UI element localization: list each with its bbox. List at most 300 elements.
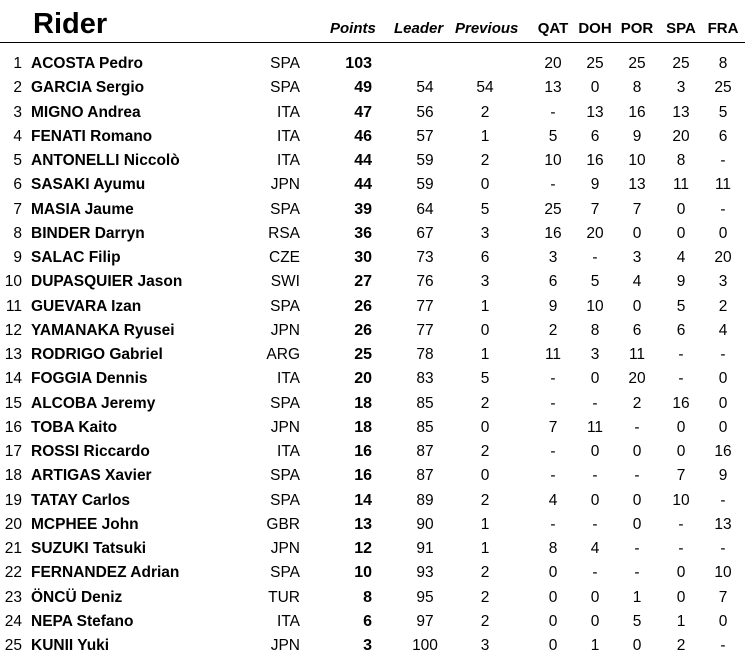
rider-position: 15 bbox=[4, 394, 22, 412]
rider-name: MCPHEE John bbox=[31, 515, 139, 533]
rider-position: 11 bbox=[5, 297, 22, 315]
table-row bbox=[0, 198, 745, 222]
table-row bbox=[0, 125, 745, 149]
rider-name: ACOSTA Pedro bbox=[31, 55, 143, 72]
race-points-3: 3 bbox=[632, 249, 642, 266]
race-points-1: 0 bbox=[548, 588, 558, 606]
race-points-1: 16 bbox=[544, 224, 562, 242]
race-points-3: 0 bbox=[632, 637, 642, 654]
gap-to-previous: 0 bbox=[480, 176, 490, 194]
race-points-4: 11 bbox=[672, 176, 690, 194]
race-points-4: 5 bbox=[676, 297, 686, 315]
race-points-5: - bbox=[720, 346, 726, 363]
race-points-1: 6 bbox=[548, 273, 558, 291]
race-points-3: 8 bbox=[632, 79, 642, 97]
race-points-3: 4 bbox=[632, 273, 642, 291]
race-header-1: QAT bbox=[537, 20, 569, 37]
table-row bbox=[0, 52, 745, 76]
rider-points: 46 bbox=[354, 127, 372, 145]
rider-position: 14 bbox=[4, 370, 22, 388]
rider-points: 8 bbox=[363, 588, 372, 606]
gap-to-leader: 76 bbox=[416, 273, 434, 291]
rider-name: YAMANAKA Ryusei bbox=[31, 321, 175, 339]
rider-position: 9 bbox=[13, 249, 22, 266]
rider-nation: SPA bbox=[270, 55, 300, 72]
rider-points: 6 bbox=[363, 612, 372, 630]
gap-to-previous: 3 bbox=[480, 273, 490, 291]
rider-points: 12 bbox=[354, 540, 372, 557]
race-points-1: - bbox=[550, 370, 556, 388]
rider-name: FERNANDEZ Adrian bbox=[31, 564, 180, 582]
table-row bbox=[0, 464, 745, 488]
header-divider bbox=[0, 42, 745, 43]
gap-to-previous: 5 bbox=[480, 200, 490, 218]
race-points-5: - bbox=[720, 152, 726, 169]
race-points-4: 9 bbox=[676, 273, 686, 291]
race-points-2: 3 bbox=[590, 346, 600, 363]
gap-to-previous: 2 bbox=[480, 564, 490, 582]
gap-to-previous: 2 bbox=[480, 588, 490, 606]
race-points-1: 7 bbox=[548, 418, 558, 436]
rider-name: NEPA Stefano bbox=[31, 612, 134, 630]
race-points-3: 16 bbox=[628, 103, 646, 121]
race-points-5: 11 bbox=[714, 176, 732, 194]
race-points-4: 8 bbox=[676, 152, 686, 169]
gap-to-previous: 0 bbox=[480, 321, 490, 339]
race-points-5: 8 bbox=[718, 55, 728, 72]
race-points-2: 0 bbox=[590, 491, 600, 509]
race-points-3: 25 bbox=[628, 55, 646, 72]
table-row bbox=[0, 416, 745, 440]
race-points-4: 13 bbox=[672, 103, 690, 121]
rider-name: GARCIA Sergio bbox=[31, 79, 145, 97]
rider-nation: SWI bbox=[270, 273, 300, 291]
gap-to-leader: 56 bbox=[416, 103, 434, 121]
race-points-1: - bbox=[550, 515, 556, 533]
gap-to-previous: 54 bbox=[476, 79, 494, 97]
race-points-5: 20 bbox=[714, 249, 732, 266]
gap-to-previous: 1 bbox=[480, 127, 490, 145]
gap-to-previous: 0 bbox=[480, 418, 490, 436]
race-points-3: - bbox=[634, 564, 640, 582]
race-points-4: 16 bbox=[672, 394, 690, 412]
rider-points: 27 bbox=[354, 273, 372, 291]
rider-nation: ARG bbox=[266, 346, 300, 363]
rider-position: 18 bbox=[4, 467, 22, 485]
race-header-3: POR bbox=[620, 20, 654, 37]
race-points-2: 9 bbox=[590, 176, 600, 194]
gap-to-previous: 2 bbox=[480, 443, 490, 460]
rider-nation: SPA bbox=[270, 394, 300, 412]
rider-name: RODRIGO Gabriel bbox=[31, 346, 163, 363]
rider-name: SASAKI Ayumu bbox=[31, 176, 146, 194]
rider-points: 18 bbox=[354, 418, 372, 436]
race-points-1: 20 bbox=[544, 55, 562, 72]
race-points-3: 13 bbox=[628, 176, 646, 194]
rider-position: 23 bbox=[4, 588, 22, 606]
rider-column-title: Rider bbox=[33, 8, 108, 40]
race-points-4: - bbox=[678, 540, 684, 557]
race-points-2: 0 bbox=[590, 443, 600, 460]
gap-to-previous: 3 bbox=[480, 224, 490, 242]
rider-nation: TUR bbox=[268, 588, 300, 606]
rider-points: 26 bbox=[354, 321, 372, 339]
rider-position: 13 bbox=[4, 346, 22, 363]
rider-position: 7 bbox=[13, 200, 22, 218]
race-points-4: 0 bbox=[676, 418, 686, 436]
rider-points: 16 bbox=[354, 443, 372, 460]
rider-nation: SPA bbox=[270, 564, 300, 582]
race-header-2: DOH bbox=[578, 20, 612, 37]
gap-to-leader: 59 bbox=[416, 152, 434, 169]
race-points-5: 0 bbox=[718, 394, 728, 412]
race-points-5: 0 bbox=[718, 370, 728, 388]
gap-to-leader: 90 bbox=[416, 515, 434, 533]
race-points-4: 25 bbox=[672, 55, 690, 72]
race-points-5: 6 bbox=[718, 127, 728, 145]
race-points-4: 0 bbox=[676, 443, 686, 460]
table-row bbox=[0, 586, 745, 610]
rider-points: 103 bbox=[345, 55, 372, 72]
race-points-2: 5 bbox=[590, 273, 600, 291]
race-points-2: 0 bbox=[590, 370, 600, 388]
rider-points: 49 bbox=[354, 79, 372, 97]
race-points-2: 16 bbox=[586, 152, 604, 169]
table-row bbox=[0, 343, 745, 367]
race-points-3: 5 bbox=[632, 612, 642, 630]
race-points-1: 0 bbox=[548, 612, 558, 630]
rider-position: 4 bbox=[13, 127, 22, 145]
gap-to-leader: 87 bbox=[416, 443, 434, 460]
rider-nation: SPA bbox=[270, 79, 300, 97]
race-header-5: FRA bbox=[707, 20, 739, 37]
gap-to-previous: 3 bbox=[480, 637, 490, 654]
race-points-4: 1 bbox=[676, 612, 686, 630]
gap-to-leader: 85 bbox=[416, 394, 434, 412]
race-points-2: 0 bbox=[590, 612, 600, 630]
rider-position: 8 bbox=[13, 224, 22, 242]
gap-to-leader: 100 bbox=[412, 637, 438, 654]
gap-to-leader: 64 bbox=[416, 200, 434, 218]
race-points-5: 4 bbox=[718, 321, 728, 339]
race-points-5: 25 bbox=[714, 79, 732, 97]
gap-to-previous: 2 bbox=[480, 152, 490, 169]
race-points-3: 0 bbox=[632, 443, 642, 460]
race-points-4: 3 bbox=[676, 79, 686, 97]
race-points-5: - bbox=[720, 491, 726, 509]
table-row bbox=[0, 222, 745, 246]
rider-nation: JPN bbox=[270, 418, 300, 436]
race-points-1: 5 bbox=[548, 127, 558, 145]
table-row bbox=[0, 634, 745, 658]
race-points-2: 0 bbox=[590, 588, 600, 606]
race-points-5: 0 bbox=[718, 418, 728, 436]
table-row bbox=[0, 489, 745, 513]
rider-name: ROSSI Riccardo bbox=[31, 443, 150, 460]
rider-points: 44 bbox=[354, 176, 372, 194]
leader-header: Leader bbox=[394, 20, 444, 37]
rider-position: 3 bbox=[13, 103, 22, 121]
gap-to-leader: 87 bbox=[416, 467, 434, 485]
previous-header: Previous bbox=[455, 20, 519, 37]
gap-to-leader: 97 bbox=[416, 612, 434, 630]
rider-name: DUPASQUIER Jason bbox=[31, 273, 183, 291]
rider-nation: SPA bbox=[270, 297, 300, 315]
gap-to-previous: 2 bbox=[480, 612, 490, 630]
race-points-5: 7 bbox=[718, 588, 728, 606]
race-points-4: 7 bbox=[676, 467, 686, 485]
rider-nation: ITA bbox=[277, 152, 300, 169]
rider-position: 1 bbox=[13, 55, 22, 72]
race-points-5: 3 bbox=[718, 273, 728, 291]
gap-to-leader: 73 bbox=[416, 249, 434, 266]
race-points-5: 5 bbox=[718, 103, 728, 121]
race-points-3: 7 bbox=[632, 200, 642, 218]
race-header-4: SPA bbox=[666, 20, 696, 37]
rider-points: 13 bbox=[354, 515, 372, 533]
table-row bbox=[0, 101, 745, 125]
table-row bbox=[0, 561, 745, 585]
rider-points: 20 bbox=[354, 370, 372, 388]
rider-nation: JPN bbox=[270, 637, 300, 654]
gap-to-previous: 5 bbox=[480, 370, 490, 388]
rider-points: 26 bbox=[354, 297, 372, 315]
race-points-2: 13 bbox=[586, 103, 604, 121]
rider-position: 12 bbox=[4, 321, 22, 339]
rider-points: 10 bbox=[354, 564, 372, 582]
gap-to-previous: 1 bbox=[480, 297, 490, 315]
race-points-3: - bbox=[634, 467, 640, 485]
rider-points: 18 bbox=[354, 394, 372, 412]
rider-name: SUZUKI Tatsuki bbox=[31, 540, 147, 557]
race-points-3: 20 bbox=[628, 370, 646, 388]
gap-to-previous: 1 bbox=[480, 346, 490, 363]
race-points-5: 16 bbox=[714, 443, 732, 460]
rider-position: 25 bbox=[4, 637, 22, 654]
gap-to-leader: 83 bbox=[416, 370, 434, 388]
race-points-3: - bbox=[634, 418, 640, 436]
race-points-2: - bbox=[592, 394, 598, 412]
rider-name: ANTONELLI Niccolò bbox=[31, 152, 180, 169]
race-points-1: - bbox=[550, 176, 556, 194]
points-header: Points bbox=[330, 20, 376, 37]
rider-points: 16 bbox=[354, 467, 372, 485]
race-points-3: 0 bbox=[632, 297, 642, 315]
race-points-5: 9 bbox=[718, 467, 728, 485]
table-row bbox=[0, 440, 745, 464]
race-points-3: 0 bbox=[632, 515, 642, 533]
rider-name: ARTIGAS Xavier bbox=[31, 467, 152, 485]
rider-points: 39 bbox=[354, 200, 372, 218]
race-points-1: 3 bbox=[548, 249, 558, 266]
rider-name: BINDER Darryn bbox=[31, 224, 145, 242]
race-points-2: - bbox=[592, 564, 598, 582]
race-points-4: 10 bbox=[672, 491, 690, 509]
rider-nation: CZE bbox=[269, 249, 300, 266]
rider-name: MASIA Jaume bbox=[31, 200, 134, 218]
table-row bbox=[0, 537, 745, 561]
table-row bbox=[0, 295, 745, 319]
race-points-5: 0 bbox=[718, 612, 728, 630]
race-points-2: - bbox=[592, 515, 598, 533]
rider-position: 16 bbox=[4, 418, 22, 436]
race-points-2: 11 bbox=[586, 418, 604, 436]
rider-name: FOGGIA Dennis bbox=[31, 370, 148, 388]
rider-points: 3 bbox=[363, 637, 372, 654]
rider-name: TATAY Carlos bbox=[31, 491, 131, 509]
rider-position: 6 bbox=[13, 176, 22, 194]
rider-position: 10 bbox=[4, 273, 22, 291]
rider-points: 25 bbox=[354, 346, 372, 363]
gap-to-previous: 2 bbox=[480, 103, 490, 121]
rider-points: 47 bbox=[354, 103, 372, 121]
gap-to-leader: 78 bbox=[416, 346, 434, 363]
rider-position: 24 bbox=[4, 612, 22, 630]
rider-nation: ITA bbox=[277, 612, 300, 630]
gap-to-leader: 59 bbox=[416, 176, 434, 194]
rider-points: 36 bbox=[354, 224, 372, 242]
race-points-1: - bbox=[550, 443, 556, 460]
race-points-1: - bbox=[550, 103, 556, 121]
gap-to-leader: 93 bbox=[416, 564, 434, 582]
race-points-4: 0 bbox=[676, 224, 686, 242]
rider-nation: JPN bbox=[270, 321, 300, 339]
race-points-3: 1 bbox=[632, 588, 642, 606]
rider-name: SALAC Filip bbox=[31, 249, 121, 266]
rider-position: 20 bbox=[4, 515, 22, 533]
rider-position: 5 bbox=[13, 152, 22, 169]
race-points-1: 0 bbox=[548, 564, 558, 582]
rider-nation: GBR bbox=[266, 515, 300, 533]
race-points-5: 13 bbox=[714, 515, 732, 533]
race-points-2: 8 bbox=[590, 321, 600, 339]
race-points-2: 0 bbox=[590, 79, 600, 97]
race-points-1: 8 bbox=[548, 540, 558, 557]
race-points-2: - bbox=[592, 467, 598, 485]
gap-to-leader: 91 bbox=[416, 540, 434, 557]
race-points-4: 0 bbox=[676, 200, 686, 218]
race-points-4: - bbox=[678, 370, 684, 388]
rider-nation: ITA bbox=[277, 103, 300, 121]
race-points-2: - bbox=[592, 249, 598, 266]
rider-nation: SPA bbox=[270, 467, 300, 485]
race-points-4: - bbox=[678, 346, 684, 363]
race-points-4: 0 bbox=[676, 588, 686, 606]
gap-to-previous: 6 bbox=[480, 249, 490, 266]
gap-to-leader: 77 bbox=[416, 321, 434, 339]
race-points-5: - bbox=[720, 637, 726, 654]
rider-points: 30 bbox=[354, 249, 372, 266]
table-row bbox=[0, 319, 745, 343]
rider-nation: JPN bbox=[270, 176, 300, 194]
race-points-3: 2 bbox=[632, 394, 642, 412]
rider-nation: SPA bbox=[270, 200, 300, 218]
table-row bbox=[0, 149, 745, 173]
rider-nation: ITA bbox=[277, 370, 300, 388]
rider-position: 21 bbox=[4, 540, 22, 557]
gap-to-leader: 77 bbox=[416, 297, 434, 315]
race-points-3: - bbox=[634, 540, 640, 557]
gap-to-leader: 54 bbox=[416, 79, 434, 97]
race-points-1: 11 bbox=[544, 346, 562, 363]
race-points-5: 2 bbox=[718, 297, 728, 315]
race-points-5: - bbox=[720, 200, 726, 218]
table-row bbox=[0, 76, 745, 100]
table-row bbox=[0, 513, 745, 537]
rider-points: 14 bbox=[354, 491, 372, 509]
rider-nation: JPN bbox=[270, 540, 300, 557]
rider-nation: RSA bbox=[268, 224, 300, 242]
race-points-3: 10 bbox=[628, 152, 646, 169]
race-points-4: - bbox=[678, 515, 684, 533]
gap-to-leader: 89 bbox=[416, 491, 434, 509]
rider-position: 22 bbox=[4, 564, 22, 582]
gap-to-previous: 1 bbox=[480, 540, 490, 557]
race-points-4: 6 bbox=[676, 321, 686, 339]
table-row bbox=[0, 246, 745, 270]
rider-name: KUNII Yuki bbox=[31, 637, 110, 654]
table-row bbox=[0, 173, 745, 197]
rider-name: ÖNCÜ Deniz bbox=[31, 588, 123, 606]
race-points-2: 10 bbox=[586, 297, 604, 315]
rider-name: GUEVARA Izan bbox=[31, 297, 142, 315]
rider-position: 2 bbox=[13, 79, 22, 97]
rider-position: 19 bbox=[4, 491, 22, 509]
race-points-1: 13 bbox=[544, 79, 562, 97]
race-points-4: 2 bbox=[676, 637, 686, 654]
rider-name: TOBA Kaito bbox=[31, 418, 118, 436]
gap-to-previous: 2 bbox=[480, 394, 490, 412]
race-points-2: 1 bbox=[590, 637, 600, 654]
rider-position: 17 bbox=[4, 443, 22, 460]
gap-to-leader: 67 bbox=[416, 224, 434, 242]
race-points-5: - bbox=[720, 540, 726, 557]
table-row bbox=[0, 392, 745, 416]
gap-to-leader: 95 bbox=[416, 588, 434, 606]
race-points-5: 0 bbox=[718, 224, 728, 242]
rider-name: FENATI Romano bbox=[31, 127, 153, 145]
rider-nation: ITA bbox=[277, 127, 300, 145]
table-row bbox=[0, 367, 745, 391]
race-points-1: 2 bbox=[548, 321, 558, 339]
race-points-4: 0 bbox=[676, 564, 686, 582]
gap-to-previous: 2 bbox=[480, 491, 490, 509]
gap-to-leader: 57 bbox=[416, 127, 434, 145]
race-points-2: 20 bbox=[586, 224, 604, 242]
rider-name: ALCOBA Jeremy bbox=[31, 394, 156, 412]
table-row bbox=[0, 610, 745, 634]
race-points-3: 0 bbox=[632, 491, 642, 509]
race-points-3: 0 bbox=[632, 224, 642, 242]
rider-nation: SPA bbox=[270, 491, 300, 509]
race-points-1: - bbox=[550, 394, 556, 412]
table-row bbox=[0, 270, 745, 294]
race-points-3: 11 bbox=[628, 346, 646, 363]
race-points-1: 25 bbox=[544, 200, 562, 218]
race-points-4: 20 bbox=[672, 127, 690, 145]
race-points-1: 0 bbox=[548, 637, 558, 654]
race-points-2: 7 bbox=[590, 200, 600, 218]
race-points-3: 6 bbox=[632, 321, 642, 339]
gap-to-previous: 0 bbox=[480, 467, 490, 485]
rider-nation: ITA bbox=[277, 443, 300, 460]
race-points-4: 4 bbox=[676, 249, 686, 266]
rider-points: 44 bbox=[354, 152, 372, 169]
race-points-5: 10 bbox=[714, 564, 732, 582]
gap-to-leader: 85 bbox=[416, 418, 434, 436]
gap-to-previous: 1 bbox=[480, 515, 490, 533]
rider-name: MIGNO Andrea bbox=[31, 103, 141, 121]
